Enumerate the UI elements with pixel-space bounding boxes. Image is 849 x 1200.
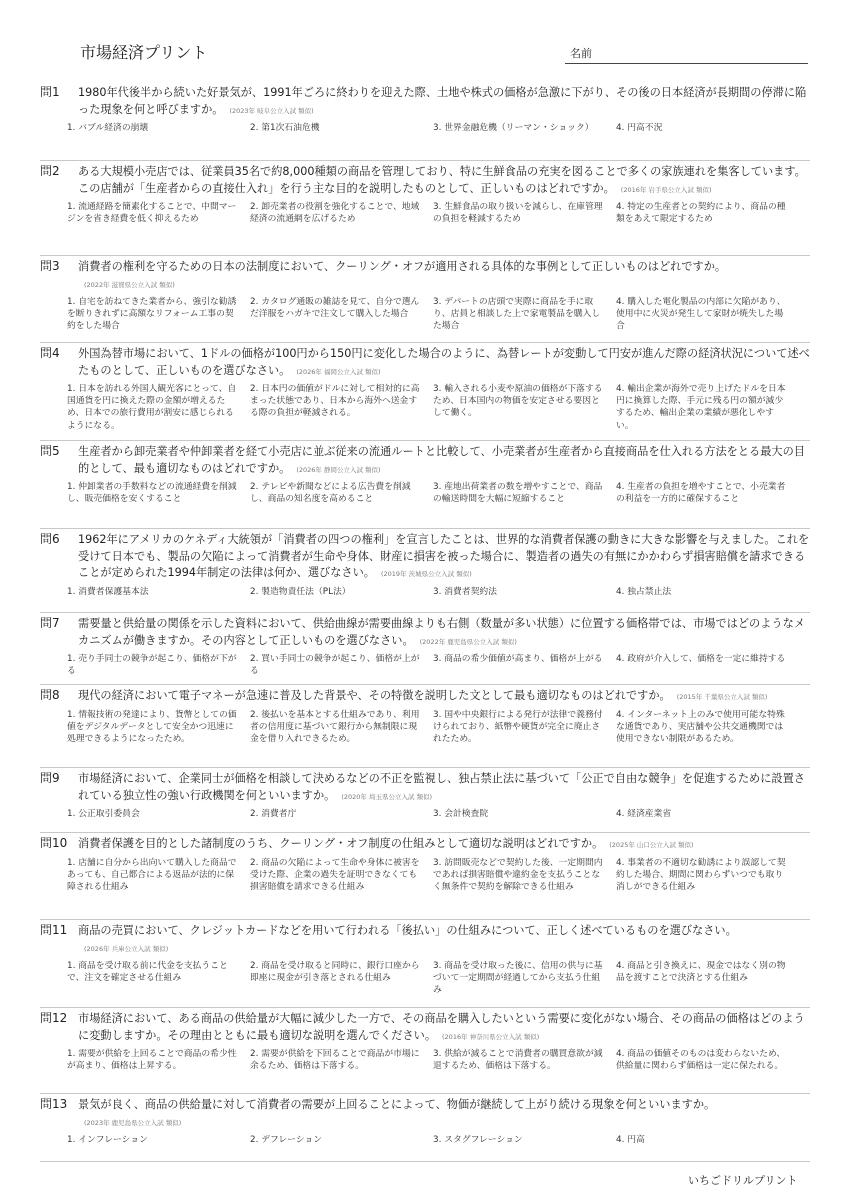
question-body: 生産者から卸売業者や仲卸業者を経て小売店に並ぶ従来の流通ルートと比較して、小売業者が生産者から直接商品を仕入れる方法をとる最大の目的として、最も適切なものはどれですか。 [78,445,805,475]
answer-option[interactable]: 4. 政府が介入して、価格を一定に維持する [616,654,786,664]
question-text [78,1097,810,1131]
question-number: 問12 [40,1011,68,1025]
answer-option[interactable]: 3. 商品の希少価値が高まり、価格が上がる [433,654,603,664]
answer-option[interactable]: 4. 経済産業省 [616,809,672,819]
answer-options [67,296,810,333]
answer-options [67,1048,810,1072]
question-block [40,833,810,920]
answer-options [67,481,810,505]
question-source: (2025年 山口公立入試 類似) [609,841,694,849]
question-text [78,85,810,119]
question-block [40,343,810,441]
answer-options [67,960,810,997]
answer-option[interactable]: 2. 後払いを基本とする仕組みであり、利用者の信用度に基づいて銀行から無制限に現金を借り入れできるため。 [250,709,420,744]
answer-option[interactable]: 4. 特定の生産者との契約により、商品の種類をあえて限定するため [616,202,786,225]
question-source: (2016年 神奈川県公立入試 類似) [442,1032,540,1041]
answer-options [67,383,810,432]
answer-options [67,201,810,225]
answer-option[interactable]: 3. デパートの店頭で実際に商品を手に取り、店員と相談した上で家電製品を購入した場合 [433,297,601,332]
question-number: 問1 [40,85,60,99]
question-body: 商品の売買において、クレジットカードなどを用いて行われる「後払い」の仕組みについて、正しく述べているものを選びなさい。 [78,924,737,937]
answer-option[interactable]: 2. 商品の欠陥によって生命や身体に被害を受けた際、企業の過失を証明できなくても損害賠償を請求できる仕組み [250,857,420,892]
answer-option[interactable]: 3. 商品を受け取った後に、信用の供与に基づいて一定期間が経過してから支払う仕組み [433,961,603,996]
answer-option[interactable]: 3. 訪問販売などで契約した後、一定期間内であれば損害賠償や違約金を支払うことなく無条件で契約を解除できる仕組み [433,857,603,892]
answer-option[interactable]: 4. 商品と引き換えに、現金ではなく別の物品を渡すことで決済とする仕組み [616,961,786,984]
question-block [40,529,810,613]
answer-option[interactable]: 3. スタグフレーション [433,1135,523,1145]
answer-option[interactable]: 1. 日本を訪れる外国人観光客にとって、自国通貨を円に換えた際の金額が増えるため、日本での旅行費用が割安に感じられるようになる。 [67,384,237,431]
answer-option[interactable]: 1. 自宅を訪ねてきた業者から、強引な勧誘を断りきれずに高額なリフォーム工事の契約をした場合 [67,297,237,332]
question-source: (2023年 岐阜公立入試 類似) [229,106,314,115]
question-block [40,82,810,161]
question-source: (2020年 埼玉県公立入試 類似) [341,792,433,801]
answer-option[interactable]: 4. 独占禁止法 [616,586,672,597]
answer-option[interactable]: 4. 円高不況 [616,123,663,133]
name-label: 名前 [570,47,592,60]
question-number: 問8 [40,688,60,702]
answer-option[interactable]: 1. 流通経路を簡素化することで、中間マージンを省き経費を低く抑えるため [67,202,237,225]
answer-option[interactable]: 2. 日本円の価値がドルに対して相対的に高まった状態であり、日本から海外へ送金する際の負担が軽減される。 [250,384,420,419]
question-body: 外国為替市場において、1ドルの価格が100円から150円に変化した場合のように、為替レートが変動して円安が進んだ際の経済状況について述べたものとして、正しいものを選びなさい。 [78,347,810,377]
question-text [78,616,810,650]
answer-option[interactable]: 2. 第1次石油危機 [250,123,320,133]
answer-option[interactable]: 1. インフレーション [67,1135,148,1145]
answer-option[interactable]: 1. 仲卸業者の手数料などの流通経費を削減し、販売価格を安くすること [67,482,237,505]
answer-option[interactable]: 4. 購入した電化製品の内部に欠陥があり、使用中に火災が発生して家財が焼失した場合 [616,297,786,332]
question-block [40,441,810,529]
answer-option[interactable]: 3. 消費者契約法 [433,586,497,597]
question-source: (2019年 茨城県公立入試 類似) [380,570,472,578]
answer-option[interactable]: 2. 買い手同士の競争が起こり、価格が上がる [250,654,420,677]
question-text [78,836,810,854]
answer-options [67,1134,810,1146]
answer-option[interactable]: 2. デフレーション [250,1135,323,1145]
question-list [40,82,810,1162]
answer-option[interactable]: 1. 公正取引委員会 [67,809,140,819]
question-body: 消費者の権利を守るための日本の法制度において、クーリング・オフが適用される具体的な事例として正しいものはどれですか。 [78,260,727,273]
question-source: (2026年 兵庫公立入試 類似) [84,944,169,953]
question-number: 問7 [40,616,60,630]
question-body: 市場経済において、企業同士が価格を相談して決めるなどの不正を監視し、独占禁止法に基づいて「公正で自由な競争」を促進するために設置されている独立性の強い行政機関を何といいますか。 [78,772,805,802]
question-text [78,1011,810,1045]
page-title: 市場経済プリント [80,43,208,62]
answer-option[interactable]: 4. 事業者の不適切な勧誘により誤認して契約した場合、期間に関わらずいつでも取り消しができる仕組み [616,857,786,892]
footer-brand: いちごドリルプリント [688,1174,798,1187]
question-source: (2026年 福岡公立入試 類似) [296,367,381,376]
answer-option[interactable]: 4. インターネット上のみで使用可能な特殊な通貨であり、実店舗や公共交通機関では使用できない制限があるため。 [616,709,785,744]
question-body: 景気が良く、商品の供給量に対して消費者の需要が上回ることによって、物価が継続して上がり続ける現象を何といいますか。 [78,1098,716,1111]
question-source: (2022年 滋賀県公立入試 類似) [84,280,175,289]
question-block [40,685,810,768]
question-number: 問13 [40,1097,68,1111]
answer-option[interactable]: 4. 生産者の負担を増やすことで、小売業者の利益を一方的に確保すること [616,482,786,505]
question-number: 問3 [40,259,60,273]
question-number: 問6 [40,532,60,546]
answer-option[interactable]: 1. 情報技術の発達により、貨幣としての価値をデジタルデータとして安全かつ迅速に処理できるようになったため。 [67,709,237,744]
question-body: 需要量と供給量の関係を示した資料において、供給曲線が需要曲線よりも右側（数量が多い状態）に位置する価格帯では、市場ではどのようなメカニズムが働きますか。その内容として正しいものを選びなさい。 [78,617,805,647]
answer-option[interactable]: 2. カタログ通販の雑誌を見て、自分で選んだ洋服をハガキで注文して購入した場合 [250,297,420,320]
question-source: (2026年 静岡公立入試 類似) [296,465,381,474]
question-text [78,346,810,380]
question-source: (2015年 千葉県公立入試 類似) [676,693,768,701]
question-number: 問5 [40,444,60,458]
answer-option[interactable]: 3. 世界金融危機（リーマン・ショック） [433,123,594,133]
answer-option[interactable]: 3. 産地出荷業者の数を増やすことで、商品の輸送時間を大幅に短縮すること [433,482,603,505]
question-body: 1962年にアメリカのケネディ大統領が「消費者の四つの権利」を宣言したことは、世界的な消費者保護の動きに大きな影響を与えました。これを受けて日本でも、製品の欠陥によって消費者が生命や身体、財産に損害を被った場合に、製造者の過失の有無にかかわらず損害賠償を請求できることが定められた1994年制定の法律は何か、選びなさい。 [78,533,810,579]
question-number: 問11 [40,923,68,937]
answer-option[interactable]: 3. 会計検査院 [433,809,489,819]
question-body: 消費者保護を目的とした諸制度のうち、クーリング・オフ制度の仕組みとして適切な説明はどれですか。 [78,837,604,850]
question-number: 問10 [40,836,68,850]
question-text [78,771,810,805]
answer-option[interactable]: 1. 商品を受け取る前に代金を支払うことで、注文を確定させる仕組み [67,961,228,984]
answer-option[interactable]: 3. 輸入される小麦や原油の価格が下落するため、日本国内の物価を安定させる要因として働く。 [433,384,603,419]
question-source: (2023年 鹿児島県公立入試 類似) [84,1118,182,1127]
question-body: 1980年代後半から続いた好景気が、1991年ごろに終わりを迎えた際、土地や株式の価格が急激に下がり、その後の日本経済が長期間の停滞に陥った現象を何と呼びますか。 [78,86,807,116]
answer-option[interactable]: 4. 商品の価値そのものは変わらないため、供給量に関わらず価格は一定に保たれる。 [616,1049,786,1072]
answer-option[interactable]: 1. 店舗に自分から出向いて購入した商品であっても、自己都合による返品が法的に保障される仕組み [67,857,237,892]
question-body: 現代の経済において電子マネーが急速に普及した背景や、その特徴を説明した文として最も適切なものはどれですか。 [78,689,671,702]
answer-options [67,808,810,820]
answer-options [67,709,810,746]
question-text [78,444,810,478]
answer-options [67,857,810,894]
question-text [78,923,810,957]
question-text [78,259,810,293]
answer-option[interactable]: 3. 国や中央銀行による発行が法律で義務付けられており、紙幣や硬貨が完全に廃止されたため。 [433,709,603,744]
answer-option[interactable]: 1. 消費者保護基本法 [67,586,149,597]
question-source: (2022年 鹿児島県公立入試 類似) [419,637,517,646]
question-block [40,613,810,685]
answer-options [67,653,810,677]
question-block [40,161,810,256]
answer-option[interactable]: 2. テレビや新聞などによる広告費を削減し、商品の知名度を高めること [250,482,411,505]
question-number: 問4 [40,346,60,360]
question-block [40,1008,810,1094]
question-source: (2016年 岩手県公立入試 類似) [620,185,712,194]
question-body: 市場経済において、ある商品の供給量が大幅に減少した一方で、その商品を購入したいという需要に変化がない場合、その商品の価格はどのように変動しますか。その理由とともに最も適切な説明を選んでください。 [78,1012,805,1042]
question-block [40,768,810,833]
answer-option[interactable]: 2. 消費者庁 [250,809,297,819]
question-text [78,688,810,706]
answer-option[interactable]: 2. 製造物責任法（PL法） [250,586,351,597]
question-block [40,920,810,1008]
answer-option[interactable]: 1. 売り手同士の競争が起こり、価格が下がる [67,654,237,677]
question-text [78,164,810,198]
question-body: ある大規模小売店では、従業員35名で約8,000種類の商品を管理しており、特に生鮮食品の充実を図ることで多くの家族連れを集客しています。この店舗が「生産者からの直接仕入れ」を行う主な目的を説明したものとして、正しいものはどれですか。 [78,165,806,195]
answer-option[interactable]: 2. 需要が供給を下回ることで商品が市場に余るため、価格は下落する。 [250,1049,420,1072]
answer-option[interactable]: 4. 円高 [616,1135,645,1145]
answer-option[interactable]: 1. バブル経済の崩壊 [67,123,149,133]
answer-options [67,586,810,598]
answer-option[interactable]: 3. 供給が減ることで消費者の購買意欲が減退するため、価格は下落する。 [433,1049,603,1072]
answer-options [67,122,810,134]
question-block [40,256,810,343]
question-number: 問9 [40,771,60,785]
question-text [78,532,810,583]
answer-option[interactable]: 3. 生鮮食品の取り扱いを減らし、在庫管理の負担を軽減するため [433,202,603,225]
answer-option[interactable]: 2. 商品を受け取ると同時に、銀行口座から即座に現金が引き落とされる仕組み [250,961,420,984]
answer-option[interactable]: 4. 輸出企業が海外で売り上げたドルを日本円に換算した際、手元に残る円の額が減少するため、輸出企業の業績が悪化しやすい。 [616,384,786,431]
answer-option[interactable]: 1. 需要が供給を上回ることで商品の希少性が高まり、価格は上昇する。 [67,1049,237,1072]
answer-option[interactable]: 2. 卸売業者の役割を強化することで、地域経済の流通網を広げるため [250,202,420,225]
name-line [565,63,808,64]
question-number: 問2 [40,164,60,178]
question-block [40,1094,810,1162]
